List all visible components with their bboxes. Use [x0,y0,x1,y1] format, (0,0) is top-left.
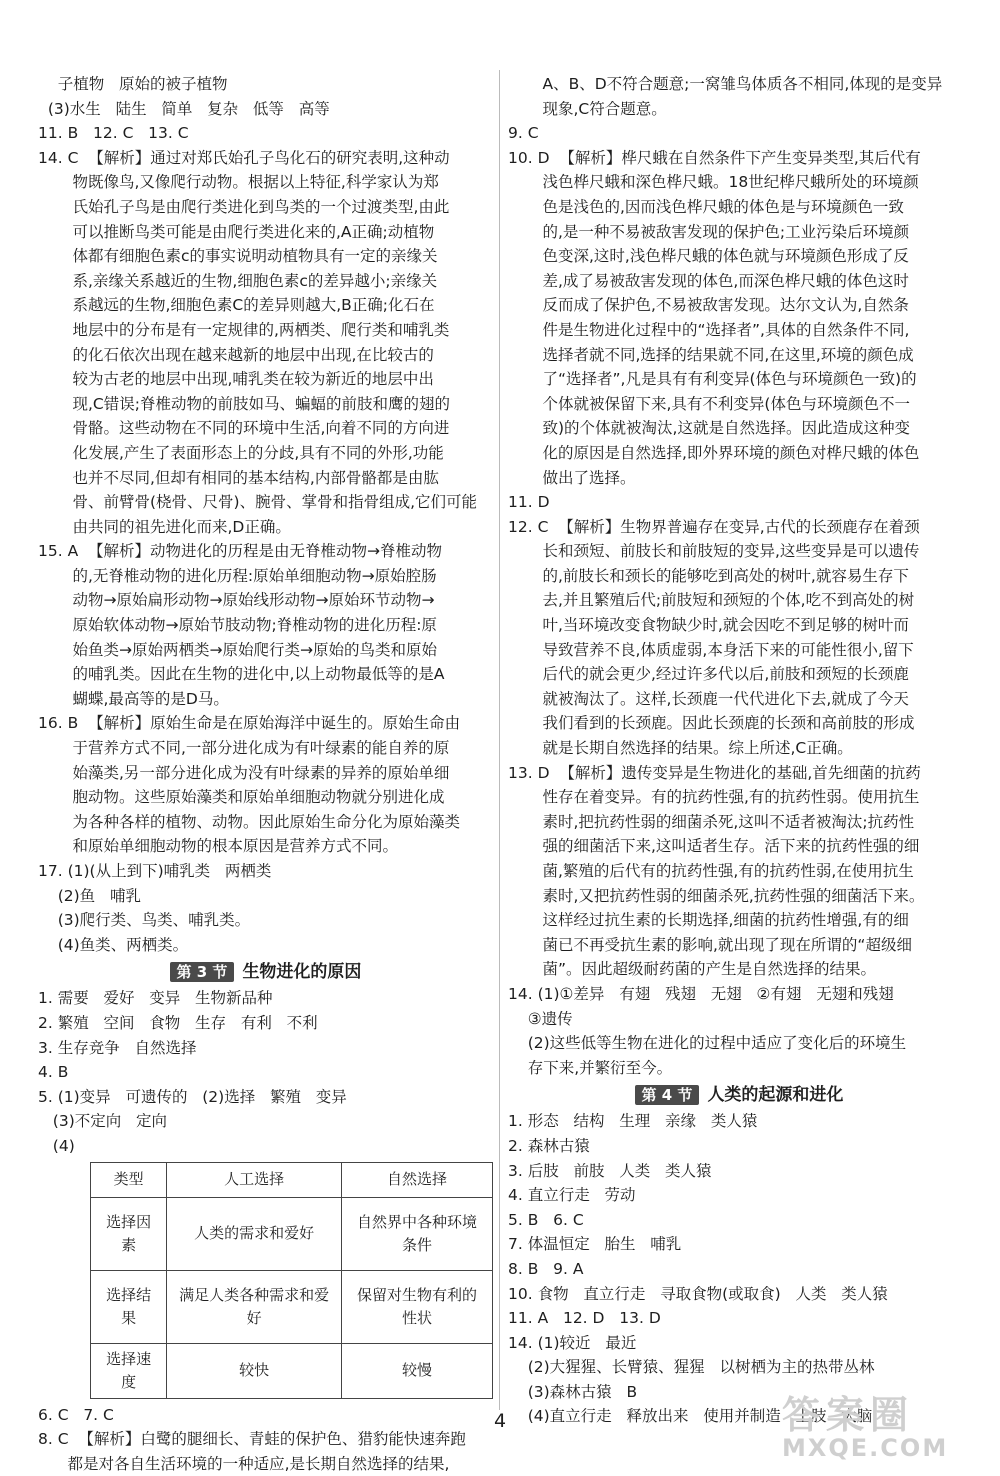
section-3-badge: 第 3 节 [170,962,235,982]
answer-line: 反而成了保护色,不易被敌害发现。达尔文认为,自然条 [508,296,909,315]
answer-line: 2. 繁殖 空间 食物 生存 有利 不利 [38,1013,318,1032]
watermark-logo [782,1395,988,1467]
table-row [91,1343,493,1398]
answer-line: 系越远的生物,细胞色素C的差异则越大,B正确;化石在 [38,296,435,315]
answer-line: 10. 食物 直立行走 寻取食物(或取食) 人类 类人猿 [508,1284,888,1303]
section-4-badge: 第 4 节 [635,1085,700,1105]
table-cell: 满足人类各种需求和爱好 [167,1270,342,1343]
answer-line: 于营养方式不同,一部分进化成为有叶绿素的能自养的原 [38,739,450,758]
answer-line: 系,亲缘关系越近的生物,细胞色素c的差异越小;亲缘关 [38,271,438,290]
right-column [508,72,970,1429]
answer-line: 为各种各样的植物、动物。因此原始生命分化为原始藻类 [38,812,460,831]
answer-line: 5. (1)变异 可遗传的 (2)选择 繁殖 变异 [38,1087,347,1106]
answer-line: 7. 体温恒定 胎生 哺乳 [508,1235,682,1254]
answer-line: (3)不定向 定向 [38,1112,168,1131]
table-header-cell: 类型 [91,1162,167,1197]
answer-line: (4)鱼类、两栖类。 [38,935,189,954]
answer-line: 我们看到的长颈鹿。因此长颈鹿的长颈和高前肢的形成 [508,714,915,733]
answer-line: 4. B [38,1063,69,1082]
answer-line: 强的细菌活下来,这叫适者生存。活下来的抗药性强的细 [508,837,920,856]
answer-line: 色是浅色的,因而浅色桦尺蛾的体色是与环境颜色一致 [508,197,904,216]
table-cell: 选择结果 [91,1270,167,1343]
answer-line: 现象,C符合题意。 [508,99,667,118]
answer-line: 氏始孔子鸟是由爬行类进化到鸟类的一个过渡类型,由此 [38,197,450,216]
answer-line: 选择者就不同,选择的结果就不同,在这里,环境的颜色成 [508,345,914,364]
answer-line: 始藻类,另一部分进化成为没有叶绿素的异养的原始单细 [38,763,450,782]
answer-line: 菌”。因此超级耐药菌的产生是自然选择的结果。 [508,960,877,979]
answer-line: 素时,又把抗药性弱的细菌杀死,抗药性强的细菌活下来。 [508,886,925,905]
answer-line: 叶,当环境改变食物缺少时,就会因吃不到足够的树叶而 [508,616,909,635]
answer-line: 6. C 7. C [38,1405,114,1424]
answer-line: ③遗传 [508,1009,573,1028]
answer-line: 素时,把抗药性弱的细菌杀死,这叫不适者被淘汰;抗药性 [508,812,915,831]
answer-line: 了“选择者”,凡是具有有利变异(体色与环境颜色一致)的 [508,370,917,389]
answer-line: 导致营养不良,体质虚弱,本身活下来的可能性很小,留下 [508,640,914,659]
answer-line: 11. D [508,493,550,512]
answer-line: 致)的个体就被淘汰,这就是自然选择。因此造成这种变 [508,419,910,438]
answer-line: 2. 森林古猿 [508,1136,590,1155]
answer-line: 长和颈短、前肢长和前肢短的变异,这些变异是可以遗传 [508,542,920,561]
answer-line: 14. C 【解析】通过对郑氏始孔子鸟化石的研究表明,这种动 [38,148,450,167]
answer-line: 1. 形态 结构 生理 亲缘 类人猿 [508,1112,758,1131]
answer-line: 8. C 【解析】白鹭的腿细长、青蛙的保护色、猎豹能快速奔跑 [38,1430,466,1449]
answer-line: 1. 需要 爱好 变异 生物新品种 [38,989,273,1008]
answer-line: (3)水生 陆生 简单 复杂 低等 高等 [38,99,330,118]
table-cell: 保留对生物有利的性状 [341,1270,492,1343]
answer-line: 胞动物。这些原始藻类和原始单细胞动物就分别进化成 [38,788,445,807]
answer-line: 由共同的祖先进化而来,D正确。 [38,517,291,536]
answer-line: 菌,繁殖的后代有的抗药性强,有的抗药性弱,在使用抗生 [508,862,914,880]
answer-line: 可以推断鸟类可能是由爬行类进化来的,A正确;动植物 [38,222,435,241]
answer-line: (2)大猩猩、长臂猿、猩猩 以树栖为主的热带丛林 [508,1358,875,1377]
answer-line: 这样经过抗生素的长期选择,细菌的抗药性增强,有的细 [508,911,909,930]
answer-line: 5. B 6. C [508,1210,584,1229]
answer-line: 也并不尽同,但却有相同的基本结构,内部骨骼都是由肱 [38,468,439,487]
answer-line: (4)直立行走 释放出来 使用并制造 上肢 大脑 [508,1407,873,1426]
answer-line: 色变深,这时,浅色桦尺蛾的体色就与环境颜色形成了反 [508,247,909,266]
table-cell: 选择因素 [91,1197,167,1270]
selection-comparison-table [90,1162,493,1399]
answer-line: 个体就被保留下来,具有不利变异(体色与环境颜色不一 [508,394,910,413]
page-number: 4 [493,1410,507,1432]
answer-line: 差,成了易被敌害发现的体色,而深色桦尺蛾的体色这时 [508,271,909,290]
answer-line: 的化石依次出现在越来越新的地层中出现,在比较古的 [38,345,434,364]
answer-line: 4. 直立行走 劳动 [508,1186,636,1205]
table-cell: 选择速度 [91,1343,167,1398]
answer-line: 骨、前臂骨(桡骨、尺骨)、腕骨、掌骨和指骨组成,它们可能 [38,493,478,512]
answer-line: 就被淘汰了。这样,长颈鹿一代代进化下去,就成了今天 [508,689,909,708]
answer-line: (4) [38,1136,75,1155]
answer-line: 8. B 9. A [508,1259,584,1278]
answer-line: (2)这些低等生物在进化的过程中适应了变化后的环境生 [508,1034,907,1053]
answer-line: 的,无脊椎动物的进化历程:原始单细胞动物→原始腔肠 [38,566,437,585]
table-cell: 人类的需求和爱好 [167,1197,342,1270]
answer-line: 3. 后肢 前肢 人类 类人猿 [508,1161,712,1180]
answer-line: 化的原因是自然选择,即外界环境的颜色对桦尺蛾的体色 [508,443,920,462]
answer-line: 地层中的分布是有一定规律的,两栖类、爬行类和哺乳类 [38,320,450,339]
answer-line: 原始软体动物→原始节肢动物;脊椎动物的进化历程:原 [38,616,437,635]
answer-line: (3)爬行类、鸟类、哺乳类。 [38,911,251,930]
answer-line: 性存在着变异。有的抗药性强,有的抗药性弱。使用抗生 [508,788,920,807]
table-header-row [91,1162,493,1197]
table-row [91,1270,493,1343]
answer-line: 3. 生存竞争 自然选择 [38,1038,197,1057]
table-cell: 自然界中各种环境条件 [341,1197,492,1270]
answer-line: 物既像鸟,又像爬行动物。根据以上特征,科学家认为郑 [38,173,439,192]
right-answer-lines [508,72,970,1080]
left-column [38,72,493,1476]
answer-line: 12. C 【解析】生物界普遍存在变异,古代的长颈鹿存在着颈 [508,517,920,536]
answer-line: 浅色桦尺蛾和深色桦尺蛾。18世纪桦尺蛾所处的环境颜 [508,173,919,192]
answer-line: 9. C [508,124,539,143]
answer-line: 存下来,并繁衍至今。 [508,1058,673,1077]
section-4-answer-lines [508,1109,970,1429]
answer-line: 的,前肢长和颈长的能够吃到高处的树叶,就容易生存下 [508,566,909,585]
answer-line: 子植物 原始的被子植物 [38,75,228,93]
table-header-cell: 自然选择 [341,1162,492,1197]
answer-line: 较为古老的地层中出现,哺乳类在较为新近的地层中出 [38,370,434,389]
answer-line: 17. (1)(从上到下)哺乳类 两栖类 [38,862,272,880]
section-3-title: 生物进化的原因 [242,962,362,983]
answer-line: 始鱼类→原始两栖类→原始爬行类→原始的鸟类和原始 [38,640,437,659]
watermark-text: 答案圈 [782,1393,915,1437]
answer-line: 骨骼。这些动物在不同的环境中生活,向着不同的方向进 [38,419,450,438]
answer-line: 16. B 【解析】原始生命是在原始海洋中诞生的。原始生命由 [38,714,461,733]
answer-line: 14. (1)较近 最近 [508,1333,637,1352]
answer-line: 菌已不再受抗生素的影响,就出现了现在所谓的“超级细 [508,935,912,954]
column-divider [499,70,500,1410]
answer-line: 和原始单细胞动物的根本原因是营养方式不同。 [38,837,398,856]
answer-line: A、B、D不符合题意;一窝雏鸟体质各不相同,体现的是变异 [508,75,943,93]
answer-line: 去,并且繁殖后代;前肢短和颈短的个体,吃不到高处的树 [508,591,915,610]
answer-line: 14. (1)①差异 有翅 残翅 无翅 ②有翅 无翅和残翅 [508,984,894,1003]
answer-line: (3)森林古猿 B [508,1382,638,1401]
answer-line: 15. A 【解析】动物进化的历程是由无脊椎动物→脊椎动物 [38,542,443,561]
answer-line: 化发展,产生了表面形态上的分歧,具有不同的外形,功能 [38,443,444,462]
answer-line: 动物→原始扁形动物→原始线形动物→原始环节动物→ [38,591,435,610]
table-cell: 较快 [167,1343,342,1398]
answer-line: 都是对各自生活环境的一种适应,是长期自然选择的结果, [38,1454,450,1473]
answer-line: 10. D 【解析】桦尺蛾在自然条件下产生变异类型,其后代有 [508,148,921,167]
watermark-url: MXQE.COM [782,1434,949,1462]
answer-line: 11. A 12. D 13. D [508,1309,661,1328]
answer-line: 13. D 【解析】遗传变异是生物进化的基础,首先细菌的抗药 [508,763,921,782]
answer-line: 后代的就会更少,经过许多代以后,前肢和颈短的长颈鹿 [508,665,909,684]
answer-line: (2)鱼 哺乳 [38,886,141,905]
answer-line: 现,C错误;脊椎动物的前肢如马、蝙蝠的前肢和鹰的翅的 [38,394,450,413]
answer-line: 的,是一种不易被敌害发现的保护色;工业污染后环境颜 [508,222,910,241]
answer-line: 的哺乳类。因此在生物的进化中,以上动物最低等的是A [38,665,445,684]
section-4-title: 人类的起源和进化 [707,1085,844,1106]
section-4-heading [508,1082,970,1108]
answer-line: 做出了选择。 [508,468,636,487]
answer-line: 件是生物进化过程中的“选择者”,具体的自然条件不同, [508,320,910,339]
answer-line: 就是长期自然选择的结果。综上所述,C正确。 [508,739,853,758]
left-answer-lines [38,72,493,957]
section-3-answer-lines [38,986,493,1158]
answer-line: 体都有细胞色素c的事实说明动植物具有一定的亲缘关 [38,247,438,266]
table-row [91,1197,493,1270]
table-header-cell: 人工选择 [167,1162,342,1197]
answer-line: 蝴蝶,最高等的是D马。 [38,689,229,708]
table-cell: 较慢 [341,1343,492,1398]
section-3-heading [38,959,493,985]
answer-line: 11. B 12. C 13. C [38,124,189,143]
